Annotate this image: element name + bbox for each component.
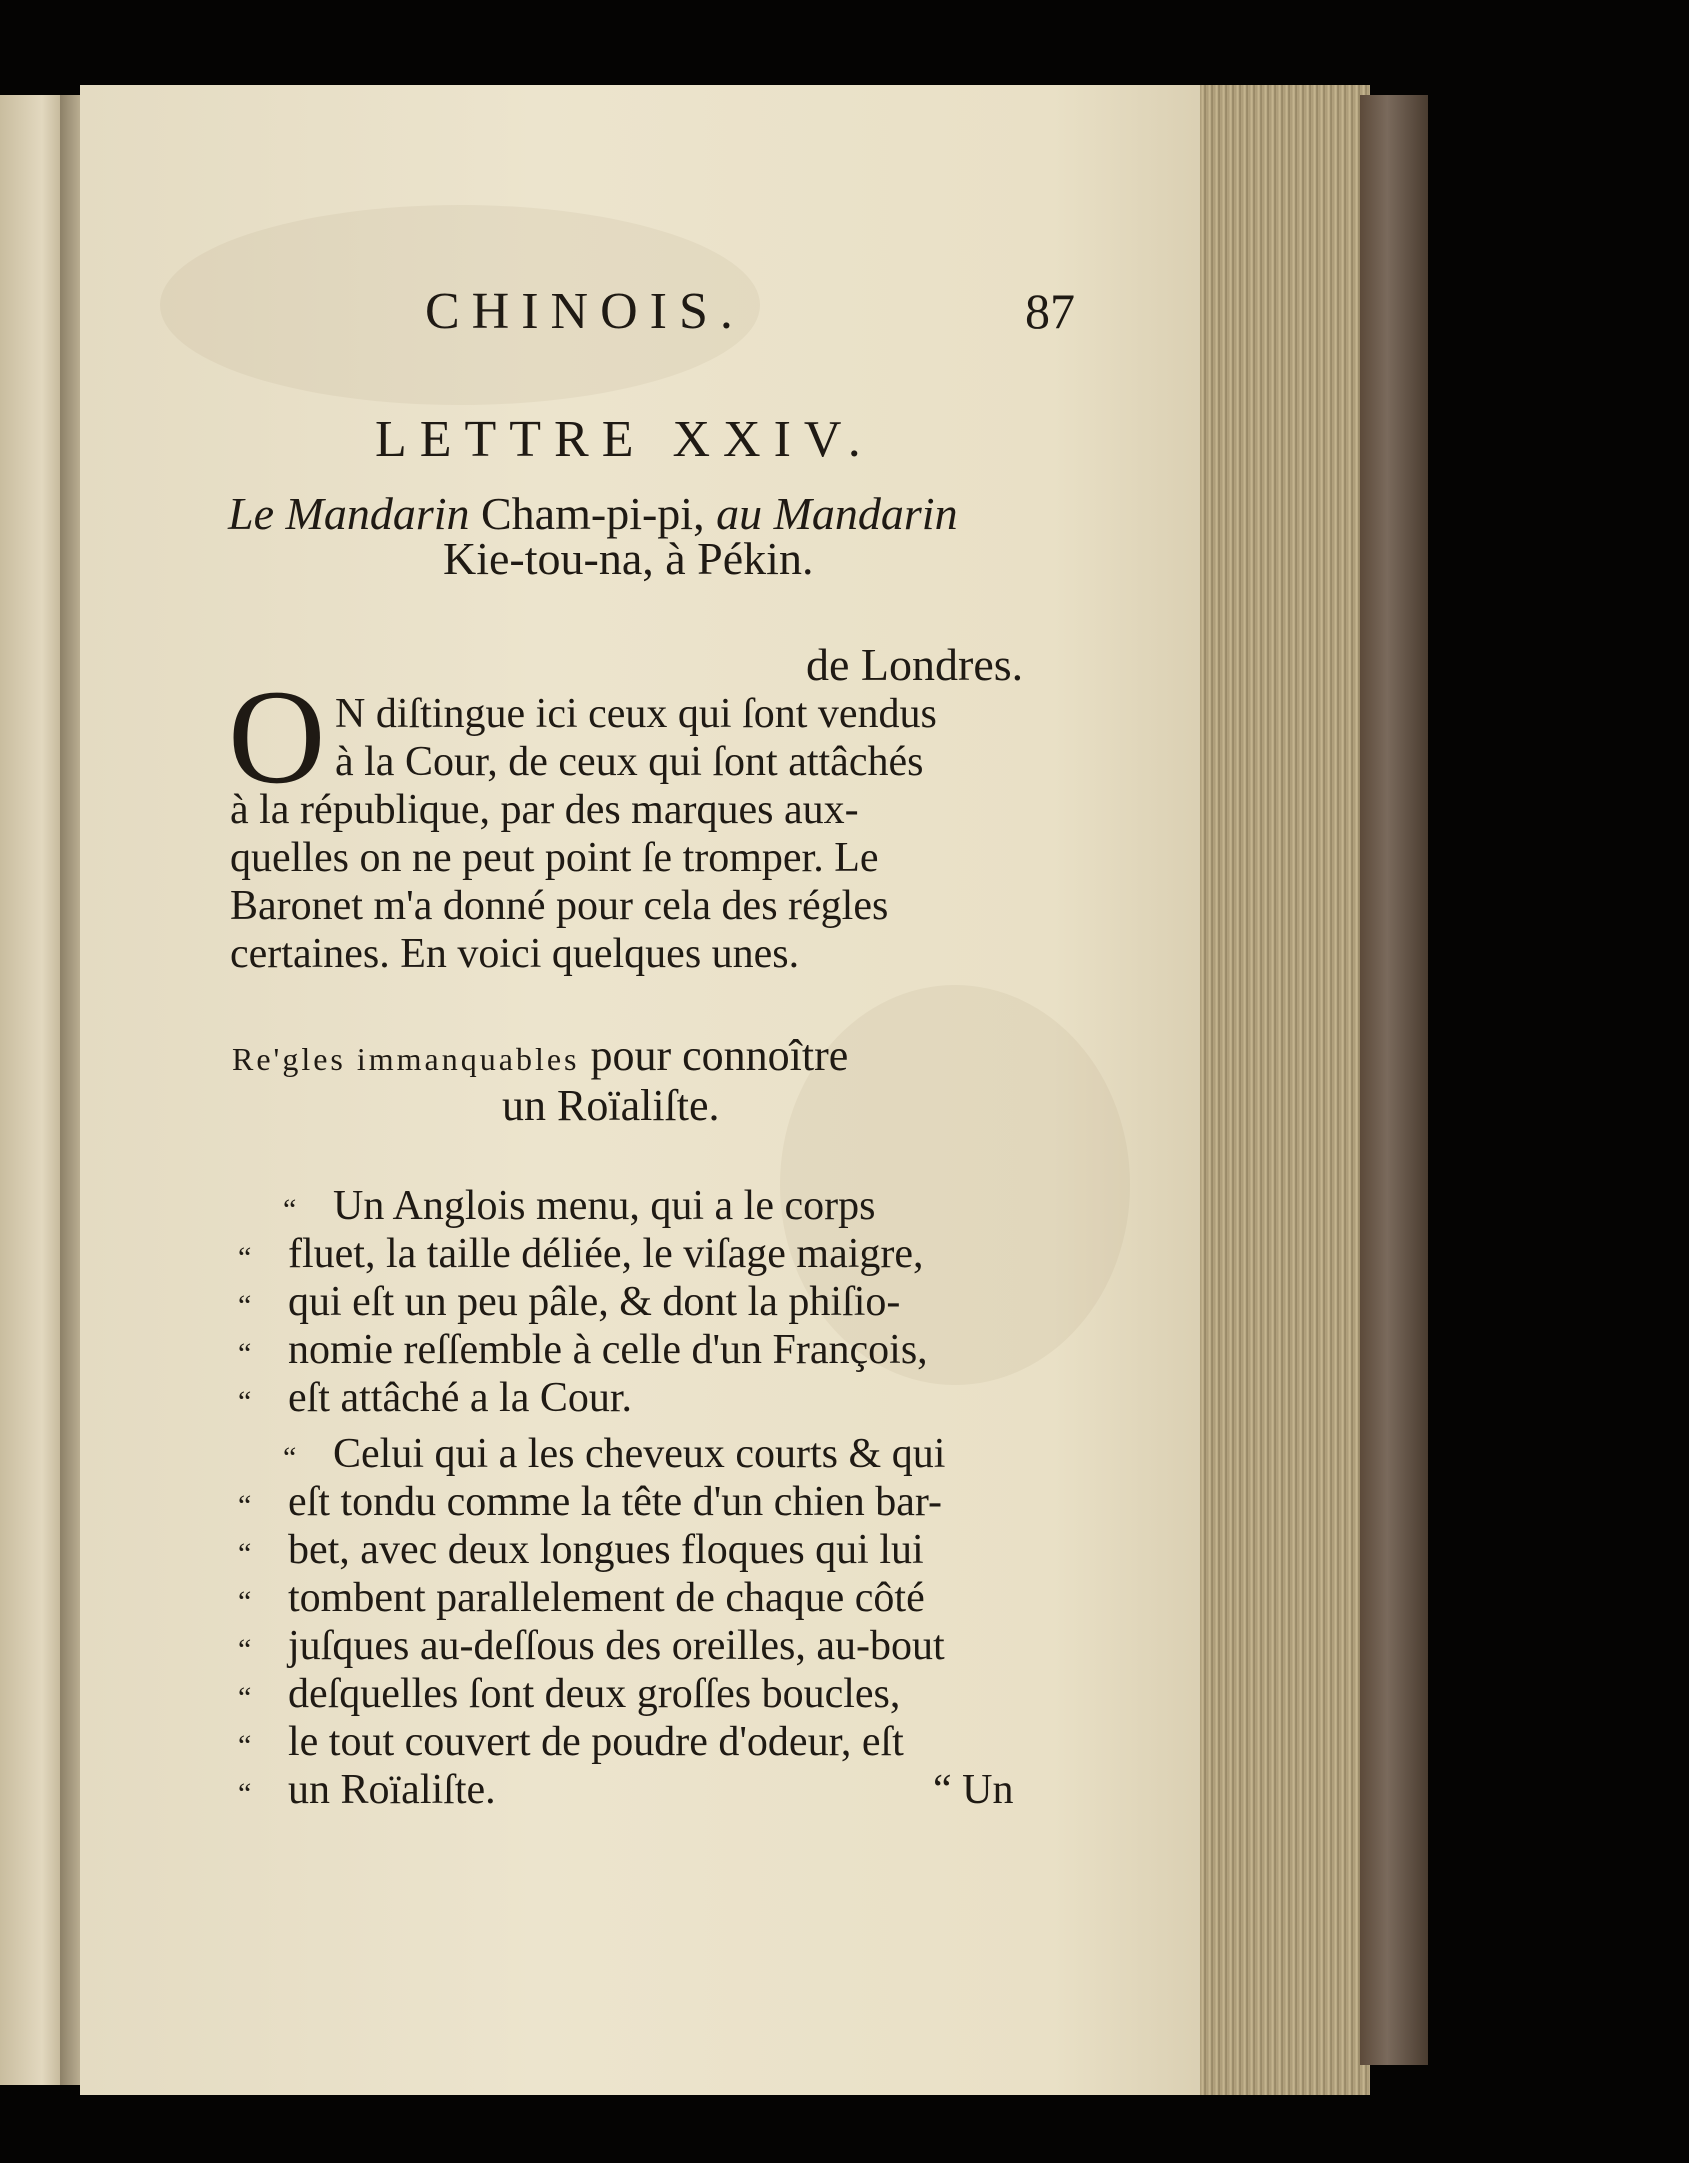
quote-mark: “ [238,1337,252,1370]
quote-mark: “ [238,1537,252,1570]
quote-mark: “ [238,1289,252,1322]
quote-line: “ fluet, la taille déliée, le viſage maigre, [238,1230,924,1282]
paragraph-line: certaines. En voici quelques unes. [230,931,800,977]
address-sender-label: Le Mandarin [228,488,470,539]
paragraph-line: Baronet m'a donné pour cela des régles [230,883,889,929]
paragraph-line: quelles on ne peut point ſe tromper. Le [230,835,879,881]
quote-mark: “ [238,1681,252,1714]
quote-mark: “ [238,1489,252,1522]
quote-line: “ eſt attâché a la Cour. [238,1374,632,1426]
quote-line: “ nomie reſſemble à celle d'un François, [238,1326,928,1378]
letter-title: LETTRE XXIV. [375,411,874,468]
paragraph-line: à la république, par des marques aux- [230,787,859,833]
quote-mark: “ [283,1193,297,1226]
running-title: CHINOIS. [425,283,745,340]
rules-heading-smallcaps: Re'gles immanquables [232,1041,580,1077]
quote-line: “ deſquelles ſont deux groſſes boucles, [238,1670,900,1722]
paragraph-line: à la Cour, de ceux qui ſont attâchés [335,739,924,785]
rules-heading-line-2: un Roïaliſte. [502,1081,720,1130]
quote-mark: “ [238,1385,252,1418]
book-cover-edge [1360,95,1428,2065]
quote-line: “ bet, avec deux longues floques qui lui [238,1526,924,1578]
drop-cap: O [228,663,326,812]
page-edges [1200,85,1370,2095]
quote-mark: “ [238,1585,252,1618]
letter-place: de Londres. [806,639,1024,690]
quote-mark: “ [238,1241,252,1274]
quote-line: “ juſques au-deſſous des oreilles, au-bout [238,1622,945,1674]
catchword: “ Un [933,1767,1014,1813]
address-line-2: Kie-tou-na, à Pékin. [443,533,814,584]
quote-line: “ eſt tondu comme la tête d'un chien bar- [238,1478,942,1530]
quote-line: “ un Roïaliſte. [238,1766,496,1818]
page-number: 87 [1025,283,1075,339]
address-recipient-label: au Mandarin [716,488,958,539]
rules-heading [232,1030,848,1081]
quote-mark: “ [238,1633,252,1666]
paragraph-line: N diſtingue ici ceux qui ſont vendus [335,691,937,737]
quote-mark: “ [238,1729,252,1762]
quote-line: “ Celui qui a les cheveux courts & qui [283,1430,945,1482]
quote-line: “ qui eſt un peu pâle, & dont la phiſio- [238,1278,900,1330]
quote-mark: “ [283,1441,297,1474]
rules-heading-rest: pour connoître [590,1031,849,1080]
quote-line: “ Un Anglois menu, qui a le corps [283,1182,875,1234]
quote-line: “ tombent parallelement de chaque côté [238,1574,925,1626]
quote-line: “ le tout couvert de poudre d'odeur, eſt [238,1718,904,1770]
address-sender-name: Cham-pi-pi, [481,488,705,539]
quote-mark: “ [238,1777,252,1810]
